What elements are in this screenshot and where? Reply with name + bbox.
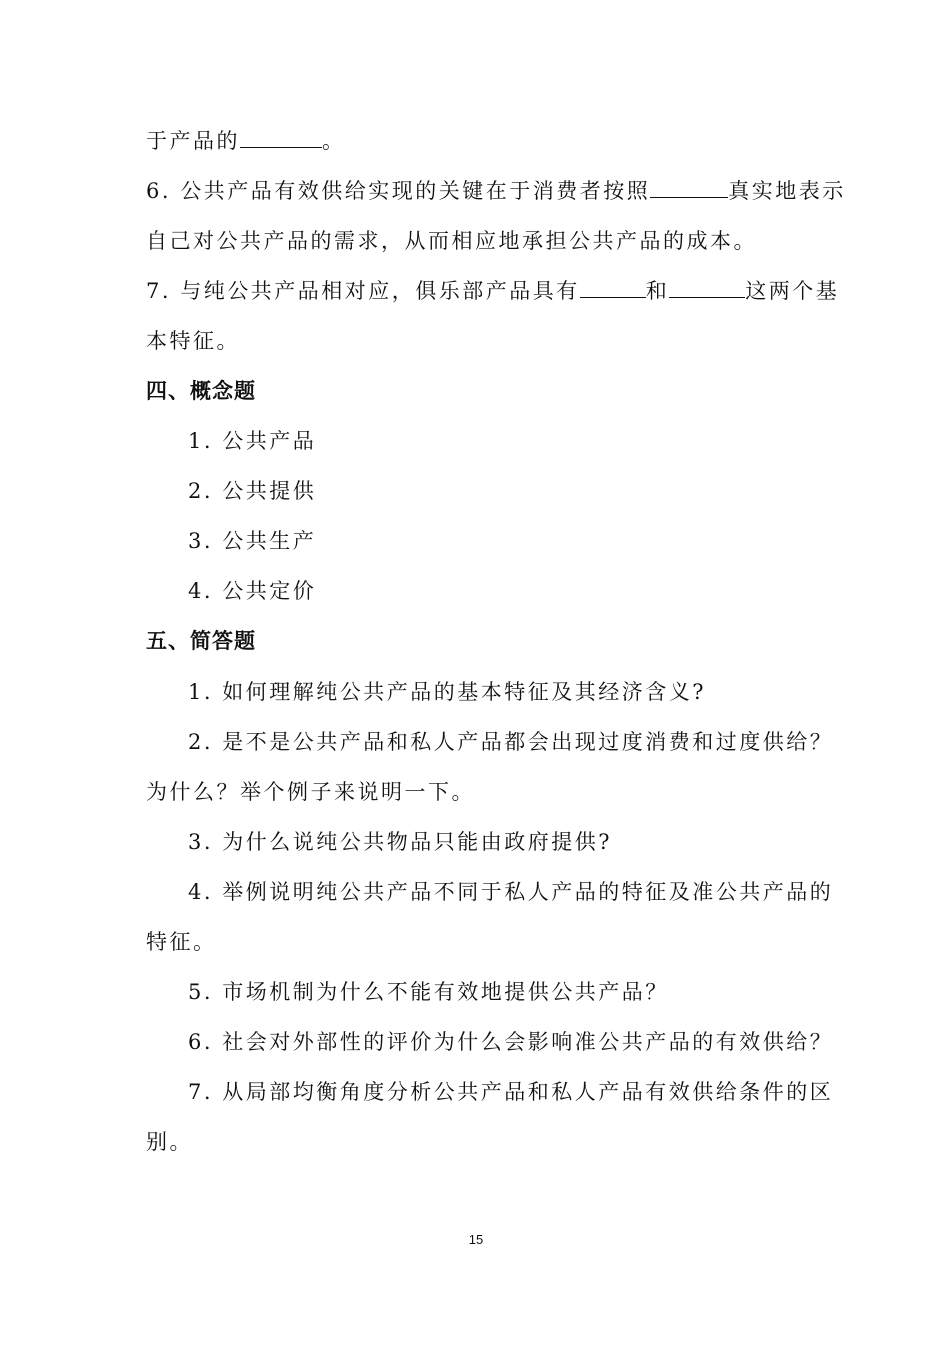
short-answer-item: 6. 社会对外部性的评价为什么会影响准公共产品的有效供给？ [188,1030,834,1054]
answer-blank [669,277,745,298]
page-number: 15 [468,1232,484,1247]
short-answer-item-cont: 为什么？举个例子来说明一下。 [146,780,475,804]
text-segment: 自己对公共产品的需求，从而相应地承担公共产品的成本。 [146,229,757,253]
answer-blank [580,277,646,298]
text-segment: 和 [645,279,670,303]
concept-item: 1. 公共产品 [188,429,317,453]
short-answer-item-cont: 别。 [146,1130,193,1154]
text-segment: 本特征。 [146,329,240,353]
short-answer-item: 1. 如何理解纯公共产品的基本特征及其经济含义? [188,680,706,704]
text-segment: 这两个基 [745,279,840,303]
fill-in-question-6-cont [146,226,816,256]
text-segment: 。 [322,129,346,153]
text-segment: 6. 公共产品有效供给实现的关键在于消费者按照 [146,179,651,203]
concept-item: 4. 公共定价 [188,579,317,603]
short-answer-item: 2. 是不是公共产品和私人产品都会出现过度消费和过度供给？ [188,730,834,754]
text-segment: 7. 与纯公共产品相对应，俱乐部产品具有 [146,279,580,303]
text-segment: 于产品的 [146,129,240,153]
short-answer-item-cont: 特征。 [146,930,217,954]
short-answer-item: 5. 市场机制为什么不能有效地提供公共产品？ [188,980,669,1004]
fill-in-question-6 [146,176,846,206]
answer-blank [240,127,322,148]
fill-in-question-7-cont [146,326,816,356]
continuation-line [146,126,816,156]
short-answer-item: 7. 从局部均衡角度分析公共产品和私人产品有效供给条件的区 [188,1080,834,1104]
concept-item: 3. 公共生产 [188,529,317,553]
short-answer-item: 3. 为什么说纯公共物品只能由政府提供? [188,830,612,854]
fill-in-question-7 [146,276,840,306]
short-answer-item: 4. 举例说明纯公共产品不同于私人产品的特征及准公共产品的 [188,880,834,904]
concept-item: 2. 公共提供 [188,479,317,503]
section-heading-concept: 四、概念题 [146,379,256,403]
text-segment: 真实地表示 [728,179,846,203]
section-heading-short-answer: 五、简答题 [146,629,256,653]
answer-blank [650,177,728,198]
